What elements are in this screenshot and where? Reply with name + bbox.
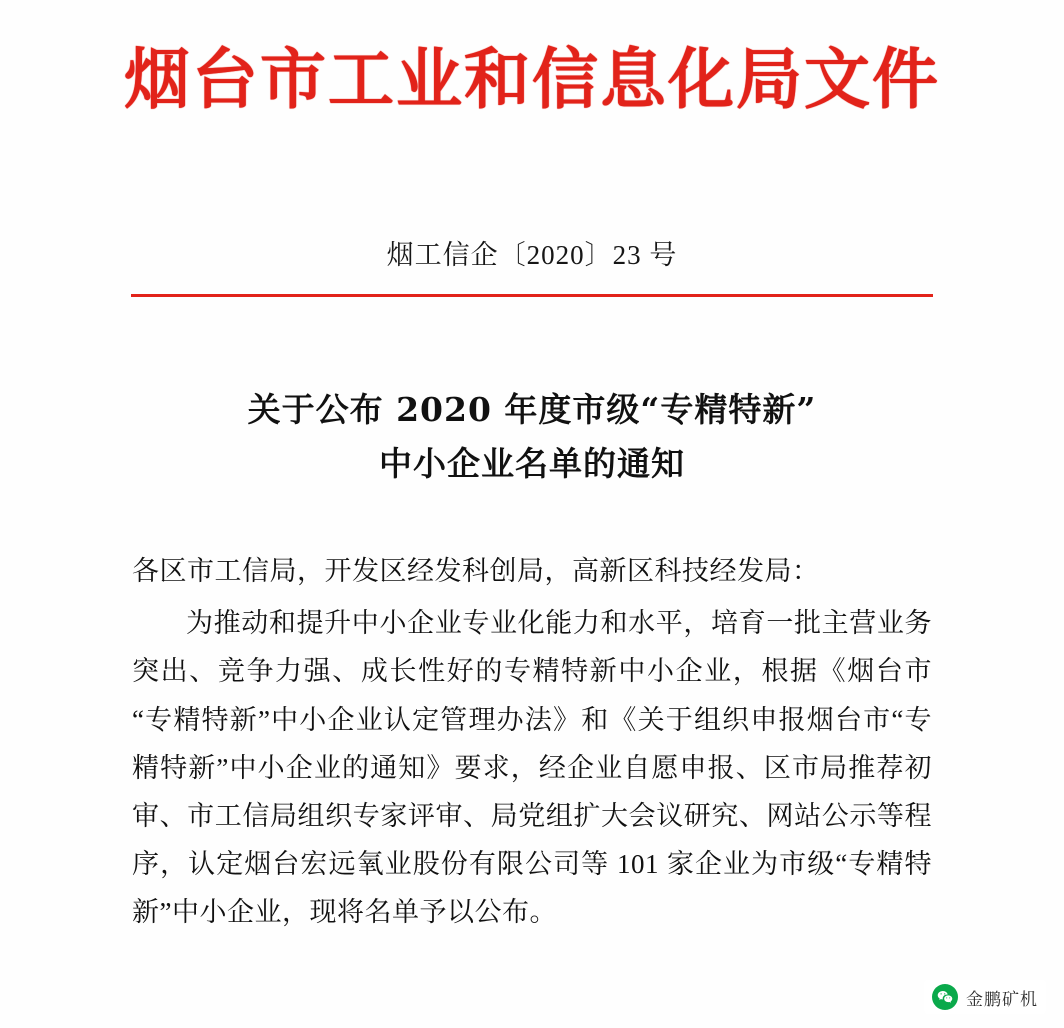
document-number: 烟工信企〔2020〕23 号 xyxy=(386,239,678,270)
masthead xyxy=(0,0,1064,121)
watermark-label: 金鹏矿机 xyxy=(966,989,1038,1009)
body-paragraph-1: 为推动和提升中小企业专业化能力和水平，培育一批主营业务突出、竞争力强、成长性好的专精特新中小企业，根据《烟台市“专精特新”中小企业认定管理办法》和《关于组织申报烟台市“专精特新”中小企业的通知》要求，经企业自愿申报、区市局推荐初审、市工信局组织专家评审、局党组扩大会议研究、网站公示等程序，认定烟台宏远氧业股份有限公司等 101 家企业为市级“专精特新”中小企业，现将名单予以公布。 xyxy=(132,608,932,927)
document-number-row xyxy=(0,233,1064,272)
page-title xyxy=(122,383,942,492)
issuing-authority-title: 烟台市工业和信息化局文件 xyxy=(124,40,940,118)
watermark-badge xyxy=(924,980,1046,1014)
wechat-icon xyxy=(932,984,958,1010)
page-title-line-1: 关于公布 2020 年度市级“专精特新” xyxy=(247,389,817,429)
page-title-line-2: 中小企业名单的通知 xyxy=(379,443,685,483)
document-body xyxy=(132,547,932,935)
red-divider-rule xyxy=(131,294,933,297)
salutation: 各区市工信局，开发区经发科创局，高新区科技经发局： xyxy=(132,556,820,587)
